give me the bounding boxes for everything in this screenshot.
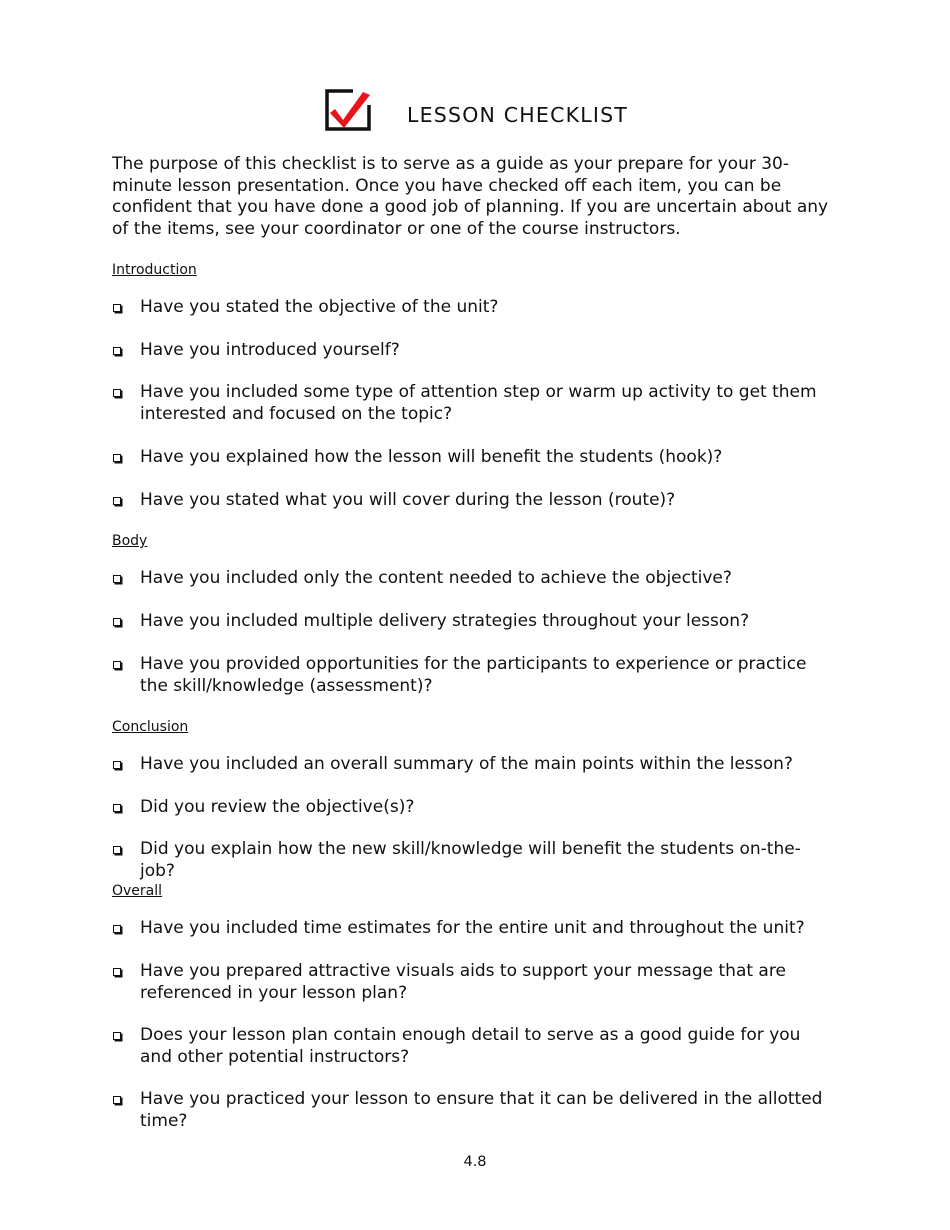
checkbox-icon[interactable] xyxy=(112,568,140,590)
checklist-item-text: Have you explained how the lesson will benefit the students (hook)? xyxy=(140,447,723,467)
checklist-item[interactable] xyxy=(112,961,832,1004)
checklist-item[interactable] xyxy=(112,1089,832,1132)
section-heading-overall: Overall xyxy=(112,883,163,899)
checkbox-check-icon xyxy=(325,89,371,131)
section-heading-conclusion: Conclusion xyxy=(112,719,189,735)
checklist-item[interactable] xyxy=(112,382,832,425)
checklist-item[interactable] xyxy=(112,918,832,940)
checklist-item-text: Have you included an overall summary of the main points within the lesson? xyxy=(140,754,793,774)
checklist-item-text: Have you stated the objective of the unit? xyxy=(140,297,499,317)
checkbox-icon[interactable] xyxy=(112,839,140,882)
checkbox-icon[interactable] xyxy=(112,1025,140,1068)
header xyxy=(325,88,628,132)
checklist-item[interactable] xyxy=(112,611,832,633)
checkbox-icon[interactable] xyxy=(112,797,140,819)
checklist-item[interactable] xyxy=(112,490,832,512)
checkbox-icon[interactable] xyxy=(112,611,140,633)
checklist-item[interactable] xyxy=(112,839,832,882)
checklist-item[interactable] xyxy=(112,340,832,362)
checklist-item[interactable] xyxy=(112,754,832,776)
checklist-item-text: Have you included time estimates for the entire unit and throughout the unit? xyxy=(140,918,805,938)
checkbox-icon[interactable] xyxy=(112,654,140,697)
checklist-item[interactable] xyxy=(112,447,832,469)
checkbox-icon[interactable] xyxy=(112,382,140,425)
checkbox-icon[interactable] xyxy=(112,297,140,319)
checklist-item-text: Have you provided opportunities for the participants to experience or practice the skill/knowledge (assessment)? xyxy=(140,654,807,696)
checklist-item-text: Have you introduced yourself? xyxy=(140,340,400,360)
page-number: 4.8 xyxy=(463,1154,487,1170)
checklist-item[interactable] xyxy=(112,1025,832,1068)
checklist-item[interactable] xyxy=(112,797,832,819)
checklist-item[interactable] xyxy=(112,297,832,319)
checklist-item-text: Have you prepared attractive visuals aids to support your message that are referenced in your lesson plan? xyxy=(140,961,786,1003)
section-heading-introduction: Introduction xyxy=(112,262,197,278)
checklist-item-text: Did you review the objective(s)? xyxy=(140,797,415,817)
page-title: LESSON CHECKLIST xyxy=(407,103,629,127)
checkbox-icon[interactable] xyxy=(112,961,140,1004)
intro-paragraph: The purpose of this checklist is to serve as a guide as your prepare for your 30-minute lesson presentation. Once you have checked off each item, you can be confident that you have done a good job of planning. If you are uncertain about any of the items, see your coordinator or one of the course instructors. xyxy=(112,154,829,239)
checklist-item-text: Did you explain how the new skill/knowledge will benefit the students on-the-job? xyxy=(140,839,801,881)
checkbox-icon[interactable] xyxy=(112,918,140,940)
checklist-item-text: Does your lesson plan contain enough detail to serve as a good guide for you and other potential instructors? xyxy=(140,1025,801,1067)
checklist-item[interactable] xyxy=(112,654,832,697)
section-heading-body: Body xyxy=(112,533,148,549)
checklist-item-text: Have you practiced your lesson to ensure that it can be delivered in the allotted time? xyxy=(140,1089,823,1131)
checklist-item[interactable] xyxy=(112,568,832,590)
checkbox-icon[interactable] xyxy=(112,754,140,776)
checklist-item-text: Have you included only the content needed to achieve the objective? xyxy=(140,568,732,588)
checkbox-icon[interactable] xyxy=(112,490,140,512)
checklist-item-text: Have you stated what you will cover during the lesson (route)? xyxy=(140,490,676,510)
checklist-item-text: Have you included some type of attention step or warm up activity to get them interested and focused on the topic? xyxy=(140,382,817,424)
checklist-item-text: Have you included multiple delivery strategies throughout your lesson? xyxy=(140,611,750,631)
checkbox-icon[interactable] xyxy=(112,447,140,469)
checkbox-icon[interactable] xyxy=(112,1089,140,1132)
checkbox-icon[interactable] xyxy=(112,340,140,362)
